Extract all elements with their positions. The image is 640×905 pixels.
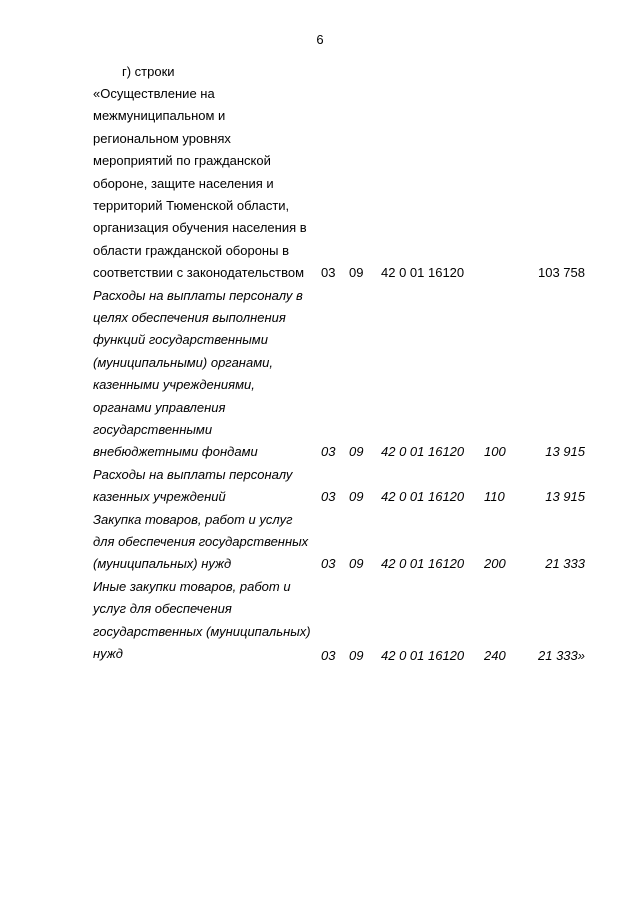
row-description xyxy=(93,285,318,464)
description-line: обороне, защите населения и xyxy=(93,175,274,191)
target-article-code: 42 0 01 16120 xyxy=(381,647,465,663)
description-line: «Осуществление на xyxy=(93,86,215,101)
subsection-code: 09 xyxy=(349,489,364,505)
expense-type-code: 100 xyxy=(484,444,506,460)
section-code: 03 xyxy=(321,556,336,572)
description-line: (муниципальных) нужд xyxy=(93,556,232,572)
description-line: региональном уровнях xyxy=(93,130,231,146)
description-line: организация обучения населения в xyxy=(93,220,307,236)
row-description xyxy=(93,576,318,666)
expense-type-code: 240 xyxy=(484,647,506,663)
amount: 21 333 xyxy=(545,556,585,572)
amount: 21 333» xyxy=(538,647,585,663)
description-line: органами управления xyxy=(93,399,226,415)
section-code: 03 xyxy=(321,647,336,663)
page-number: 6 xyxy=(316,32,324,47)
description-line: мероприятий по гражданской xyxy=(93,153,271,169)
description-line: (муниципальными) органами, xyxy=(93,354,273,370)
target-article-code: 42 0 01 16120 xyxy=(381,556,465,572)
description-line: казенных учреждений xyxy=(93,489,226,505)
subsection-code: 09 xyxy=(349,444,364,460)
description-line: внебюджетными фондами xyxy=(93,444,258,460)
target-article-code: 42 0 01 16120 xyxy=(381,444,465,460)
description-line: области гражданской обороны в xyxy=(93,242,289,258)
description-line: услуг для обеспечения xyxy=(93,601,232,617)
description-line: Расходы на выплаты персоналу в xyxy=(93,287,303,303)
description-line: для обеспечения государственных xyxy=(93,533,309,549)
description-line: государственными xyxy=(93,421,213,437)
amount: 13 915 xyxy=(545,444,585,460)
subsection-code: 09 xyxy=(349,647,364,663)
description-line: межмуниципальном и xyxy=(93,108,226,124)
description-line: Иные закупки товаров, работ и xyxy=(93,578,291,594)
description-line: функций государственными xyxy=(93,332,268,348)
expense-type-code: 200 xyxy=(484,556,506,572)
section-code: 03 xyxy=(321,444,336,460)
description-line: нужд xyxy=(93,645,123,661)
description-line: территорий Тюменской области, xyxy=(93,197,290,213)
description-line: государственных (муниципальных) xyxy=(93,623,311,639)
row-description xyxy=(93,509,318,576)
intro-label: г) строки xyxy=(122,64,175,79)
subsection-code: 09 xyxy=(349,556,364,572)
expense-type-code: 110 xyxy=(484,489,505,505)
target-article-code: 42 0 01 16120 xyxy=(381,489,465,505)
description-line: целях обеспечения выполнения xyxy=(93,309,286,325)
section-code: 03 xyxy=(321,489,336,505)
subsection-code: 09 xyxy=(349,265,364,281)
description-line: казенными учреждениями, xyxy=(93,377,255,393)
description-line: Расходы на выплаты персоналу xyxy=(93,466,293,482)
amount: 103 758 xyxy=(538,265,585,281)
description-line: Закупка товаров, работ и услуг xyxy=(93,511,293,527)
section-code: 03 xyxy=(321,265,336,281)
row-description xyxy=(93,83,318,285)
amount: 13 915 xyxy=(545,489,585,505)
description-line: соответствии с законодательством xyxy=(93,265,305,281)
target-article-code: 42 0 01 16120 xyxy=(381,265,465,281)
row-description xyxy=(93,464,318,509)
